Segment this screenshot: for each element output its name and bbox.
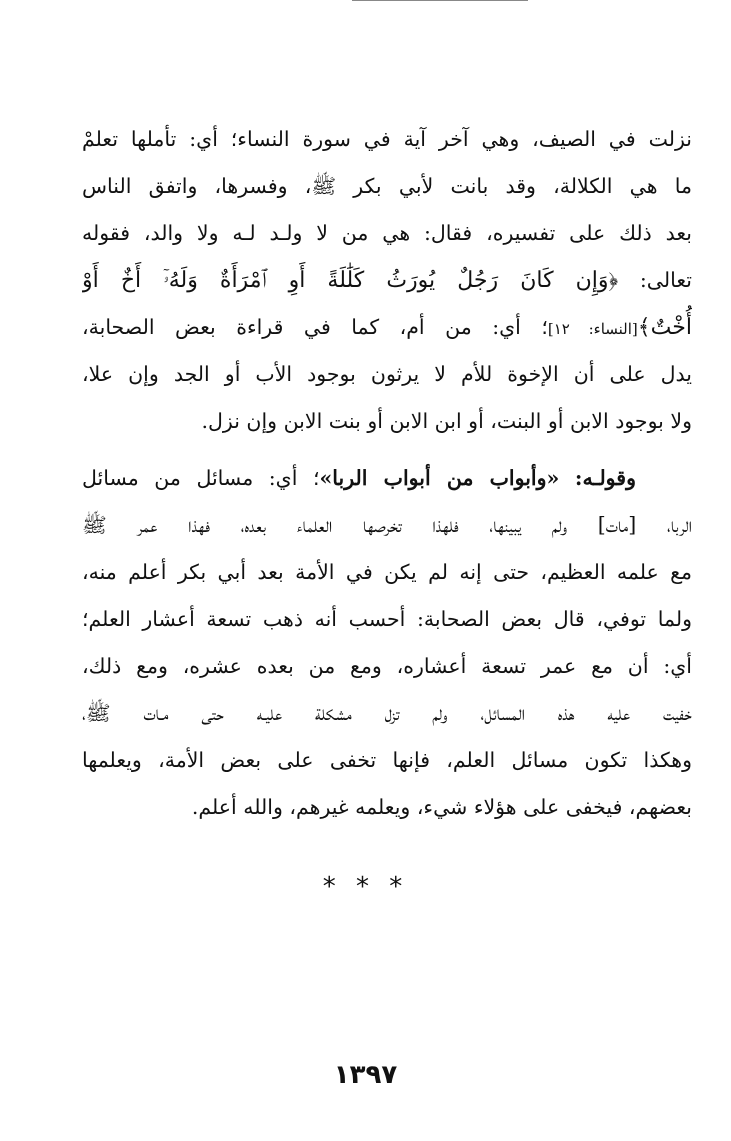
- text-line: ولما توفي، قال بعض الصحابة: أحسب أنه ذهب تسعة أعشار العلم؛: [82, 607, 692, 631]
- quoted-text: «وأبواب من أبواب الربا»: [319, 466, 560, 490]
- text-line: بعد ذلك على تفسيره، فقال: هي من لا ولـد لـه ولا والد، فقوله: [82, 221, 692, 245]
- text-line: [82, 455, 692, 502]
- text-line: بعضهم، فيخفى على هؤلاء شيء، ويعلمه غيرهم، والله أعلم.: [191, 795, 692, 819]
- paragraph-1: [82, 116, 692, 445]
- verse-reference: [النساء: ١٢]: [547, 320, 638, 338]
- paragraph-2: [82, 455, 692, 831]
- text-line: نزلت في الصيف، وهي آخر آية في سورة النساء؛ أي: تأملها تعلمْ: [82, 127, 692, 151]
- quote-explanation: ؛ أي: مسائل من مسائل: [82, 466, 320, 490]
- text-line: الربا، [مات] ولم يبينها، فلهذا تخرصها العلماء بعده، فهذا عمر ﷺ: [82, 513, 692, 537]
- text-line: مع علمه العظيم، حتى إنه لم يكن في الأمة بعد أبي بكر أعلم منه،: [82, 560, 692, 584]
- top-rule: [352, 0, 528, 1]
- text-line: ولا بوجود الابن أو البنت، أو ابن الابن أو بنت الابن وإن نزل.: [201, 409, 692, 433]
- quran-verse-part2: أُخْتٌ﴾: [637, 315, 692, 340]
- quran-verse-part1: ﴿وَإِن كَانَ رَجُلٌ يُورَثُ كَلَٰلَةً أَوِ ٱمْرَأَةٌ وَلَهُۥٓ أَخٌ أَوْ: [82, 268, 619, 293]
- lead-word: وقولـه:: [574, 466, 636, 490]
- text-line: يدل على أن الإخوة للأم لا يرثون بوجود الأب أو الجد وإن علا،: [82, 362, 692, 386]
- text-line: وهكذا تكون مسائل العلم، فإنها تخفى على بعض الأمة، ويعلمها: [82, 748, 692, 772]
- page-number: ١٣٩٧: [333, 1060, 398, 1090]
- section-separator: * * *: [322, 872, 409, 902]
- text-line: أي: أن مع عمر تسعة أعشاره، ومع من بعده عشره، ومع ذلك،: [82, 654, 692, 678]
- text-line: [82, 257, 692, 304]
- verse-intro: تعالى:: [639, 268, 692, 292]
- text-line: ما هي الكلالة، وقد بانت لأبي بكر ﷺ، وفسرها، واتفق الناس: [82, 174, 692, 198]
- verse-explanation: ؛ أي: من أم، كما في قراءة بعض الصحابة،: [82, 315, 548, 339]
- page-body: [82, 116, 692, 831]
- text-line: خفيت عليه هذه المسائل، ولم تزل مشكلة عليـه حتى مـات ﷺ،: [82, 701, 692, 725]
- text-line: [82, 304, 692, 351]
